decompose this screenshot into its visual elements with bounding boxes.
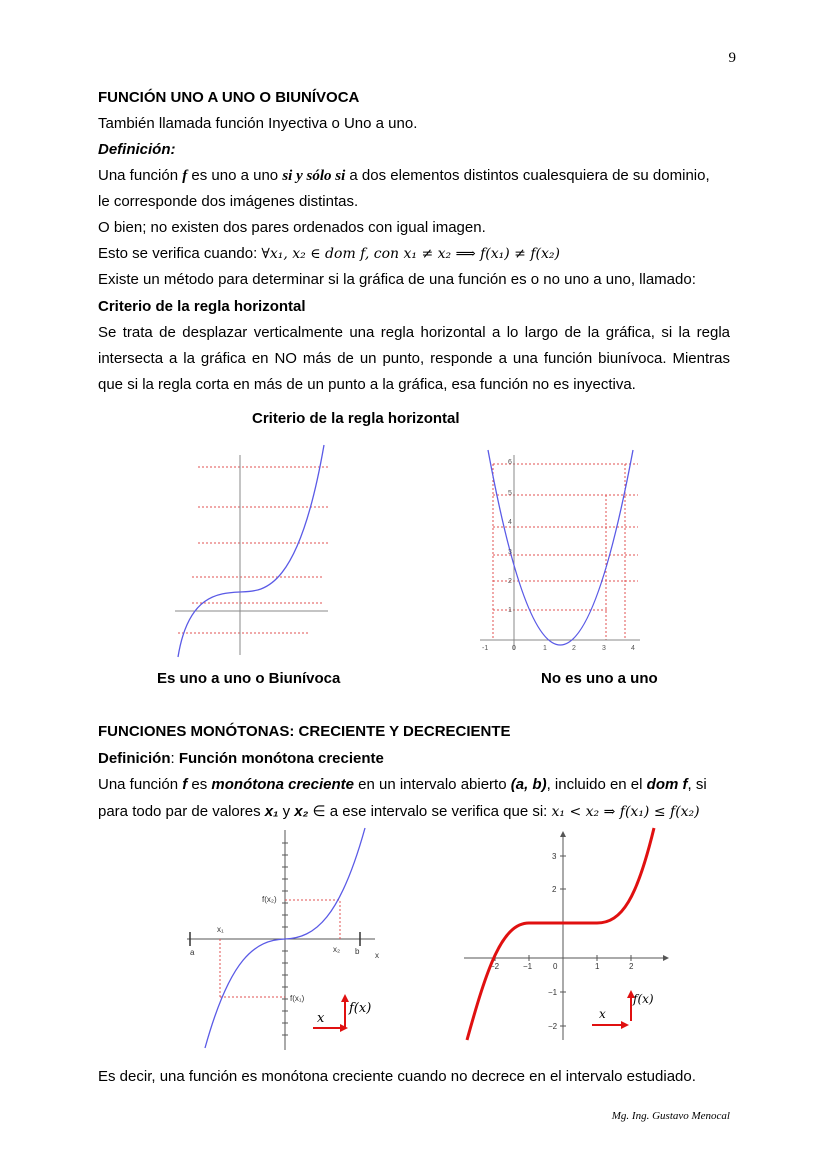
label-fx1: f(x₁) (290, 994, 305, 1003)
parabola-curve (488, 450, 633, 645)
increasing-plateau-curve (467, 828, 654, 1040)
paragraph-obien: O bien; no existen dos pares ordenados con igual imagen. (98, 219, 486, 236)
verification-line: Esto se verifica cuando: ∀x₁, x₂ ∈ dom f, con x₁ ≠ x₂ ⟹ f(x₁) ≠ f(x₂) (98, 245, 560, 262)
paragraph-monotona-1: Una función f es monótona creciente en un intervalo abierto (a, b), incluido en el dom f, si (98, 776, 707, 793)
label-x2: x₂ (333, 945, 341, 954)
x-tick-label: −1 (523, 962, 533, 971)
conclusion-paragraph: Es decir, una función es monótona creciente cuando no decrece en el intervalo estudiado. (98, 1068, 696, 1085)
axes (480, 455, 640, 650)
arrow-label-fx: f(x) (633, 992, 654, 1006)
paragraph-metodo: Existe un método para determinar si la gráfica de una función es o no uno a uno, llamado: (98, 271, 696, 288)
axes (175, 455, 328, 655)
paragraph-monotona-2: para todo par de valores x₁ y x₂ ∈ a ese intervalo se verifica que si: x₁ < x₂ ⇒ f(x₁) ≤ f(x₂) (98, 803, 700, 820)
caption-one-to-one: Es uno a uno o Biunívoca (157, 670, 341, 687)
label-x1: x₁ (217, 925, 224, 934)
paragraph-trata-3: que si la regla corta en más de un punto a la gráfica, esa función no es inyectiva. (98, 376, 636, 393)
paragraph-line: También llamada función Inyectiva o Uno a uno. (98, 115, 418, 132)
caption-not-one-to-one: No es uno a uno (541, 670, 658, 687)
chart-increasing-cubic (185, 828, 385, 1053)
x-tick-label: 3 (602, 645, 606, 652)
y-tick-label: 3 (508, 549, 512, 556)
definition-line-1: Una función f es uno a uno si y sólo si a dos elementos distintos cualesquiera de su dominio, (98, 167, 710, 184)
x-tick-label: 4 (631, 645, 635, 652)
paragraph-trata-1: Se trata de desplazar verticalmente una regla horizontal a lo largo de la gráfica, si la regla (98, 324, 730, 341)
chart-increasing-plateau (462, 828, 672, 1043)
axes (464, 831, 669, 1040)
x-tick-label: 0 (553, 962, 558, 971)
page-number: 9 (728, 50, 736, 66)
arrow-label-x: x (317, 1011, 325, 1026)
label-b: b (355, 947, 360, 956)
figure-title: Criterio de la regla horizontal (252, 410, 460, 427)
x-tick-label: 1 (595, 962, 600, 971)
x-tick-label: 2 (572, 645, 576, 652)
label-x: x (375, 951, 379, 960)
y-tick-label: 1 (508, 607, 512, 614)
label-fx2: f(x₂) (262, 895, 277, 904)
definition-label: Definición: (98, 141, 176, 158)
arrow-label-x: x (599, 1007, 606, 1021)
x-tick-label: 2 (629, 962, 634, 971)
y-tick-label: 2 (508, 578, 512, 585)
x-tick-label: 0 (512, 645, 516, 652)
guide-lines (220, 900, 340, 997)
horizontal-rules (493, 464, 638, 610)
x-tick-label: 1 (543, 645, 547, 652)
section-title-biunivoca: FUNCIÓN UNO A UNO O BIUNÍVOCA (98, 89, 360, 106)
y-tick-label: 6 (508, 459, 512, 466)
footer-author: Mg. Ing. Gustavo Menocal (611, 1110, 730, 1122)
chart-one-to-one (170, 445, 335, 660)
y-tick-label: −1 (548, 988, 558, 997)
arrow-label-fx: f(x) (349, 1001, 372, 1016)
x-tick-label: -1 (482, 645, 489, 652)
definition-monotona: Definición: Función monótona creciente (98, 750, 384, 767)
criterio-title: Criterio de la regla horizontal (98, 298, 306, 315)
verification-formula: ∀x₁, x₂ ∈ dom f, con x₁ ≠ x₂ ⟹ f(x₁) ≠ f(x₂) (261, 246, 560, 262)
tick-labels (490, 852, 634, 1031)
chart-not-one-to-one (478, 450, 643, 660)
definition-line-2: le corresponde dos imágenes distintas. (98, 193, 359, 210)
y-tick-label: 3 (552, 852, 557, 861)
y-tick-label: 2 (552, 885, 557, 894)
paragraph-trata-2: intersecta a la gráfica en NO más de un punto, responde a una función biunívoca. Mientras (98, 350, 730, 367)
y-tick-label: −2 (548, 1022, 558, 1031)
vertical-guides (493, 464, 625, 640)
x-tick-label: −2 (490, 962, 500, 971)
y-tick-label: 5 (508, 490, 512, 497)
label-a: a (190, 948, 195, 957)
horizontal-rules (178, 467, 330, 633)
cubic-curve (178, 445, 324, 657)
y-tick-label: 4 (508, 519, 512, 526)
monotona-formula: x₁ < x₂ ⇒ f(x₁) ≤ f(x₂) (551, 804, 700, 820)
section-title-monotonas: FUNCIONES MONÓTONAS: CRECIENTE Y DECRECIENTE (98, 723, 511, 740)
